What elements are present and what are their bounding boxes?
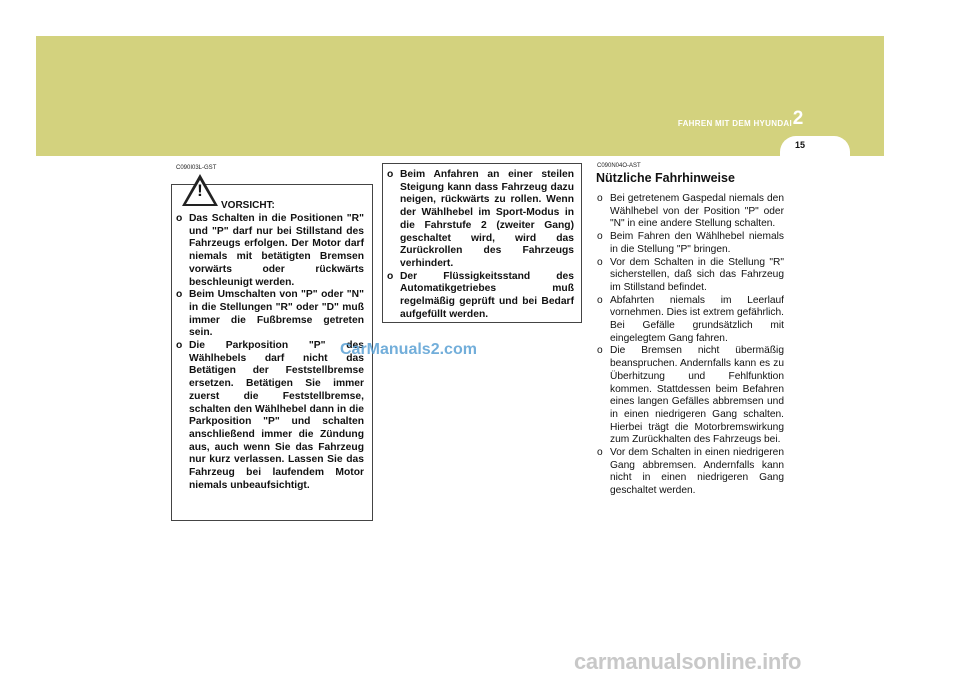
tip-item-text: Abfahrten niemals im Leerlauf vornehmen. Dies ist extrem gefährlich. Bei Gefälle grundsätzlich mit eingelegtem Gang fahren. <box>610 294 784 344</box>
bullet: o <box>597 256 603 268</box>
page-number: 15 <box>794 140 805 150</box>
bullet: o <box>597 231 603 243</box>
left-ref-code: C090I03L-GST <box>176 165 217 171</box>
caution-list <box>176 213 364 492</box>
tip-item <box>597 231 784 256</box>
tip-item <box>597 257 784 295</box>
bullet: o <box>176 289 183 301</box>
exclamation-icon: ! <box>197 181 203 200</box>
bullet: o <box>176 340 183 352</box>
bullet: o <box>597 294 603 306</box>
bullet: o <box>597 193 603 204</box>
caution-item <box>176 289 364 340</box>
caution-item-text: Beim Anfahren an einer steilen Steigung kann dass Fahrzeug dazu neigen, rückwärts zu rollen. Wenn der Wählhebel im Sport-Modus in die Fahrstufe 2 (zweiter Gang) geschaltet wird, wird das Zurückrollen des Fahrzeugs verhindert. <box>400 169 574 269</box>
tips-list <box>597 193 784 498</box>
watermark-carmanuals2[interactable]: CarManuals2.com <box>340 341 477 358</box>
right-ref-code: C090N04O-AST <box>597 163 641 169</box>
caution-item <box>387 169 574 271</box>
bullet: o <box>597 447 603 459</box>
watermark-carmanualsonline[interactable]: carmanualsonline.info <box>574 649 802 674</box>
tip-item-text: Vor dem Schalten in die Stellung "R" sicherstellen, daß sich das Fahrzeug im Stillstand befindet. <box>610 256 784 293</box>
caution-title: VORSICHT: <box>221 200 275 211</box>
bullet: o <box>387 270 394 282</box>
tip-item-text: Vor dem Schalten in einen niedrigeren Gang abbremsen. Andernfalls kann nicht in einen niedrigeren Gang geschaltet werden. <box>610 447 784 497</box>
bullet: o <box>387 169 394 180</box>
bullet: o <box>597 345 603 357</box>
tip-item-text: Bei getretenem Gaspedal niemals den Wählhebel von der Position "P" oder "N" in eine andere Stellung schalten. <box>610 193 784 230</box>
caution-item-text: Beim Umschalten von "P" oder "N" in die Stellungen "R" oder "D" muß immer die Fußbremse getreten sein. <box>189 289 364 339</box>
section-heading: Nützliche Fahrhinweise <box>596 171 735 185</box>
caution-item-text: Das Schalten in die Positionen "R" und "P" darf nur bei Stillstand des Fahrzeugs erfolgen. Der Motor darf niemals mit betätigten Bremsen vorwärts oder rückwärts beschleunigt werden. <box>189 213 364 288</box>
caution-list-continued <box>387 169 574 321</box>
chapter-number: 2 <box>792 108 804 129</box>
tip-item <box>597 295 784 346</box>
tip-item-text: Die Bremsen nicht übermäßig beanspruchen. Andernfalls kann es zu Überhitzung und Fehlfunktion kommen. Stattdessen beim Befahren eines langen Gefälles abbremsen und in einen niedrigeren Gang schalten. Hierbei trägt die Motorbremswirkung zum Zurückhalten des Fahrzeugs bei. <box>610 345 784 446</box>
caution-item <box>176 213 364 289</box>
tip-item <box>597 193 784 231</box>
tip-item-text: Beim Fahren den Wählhebel niemals in die Stellung "P" bringen. <box>610 231 784 255</box>
caution-item-text: Der Flüssigkeitsstand des Automatikgetriebes muß regelmäßig geprüft und bei Bedarf aufgefüllt werden. <box>400 270 574 320</box>
caution-item-text: Die Parkposition "P" des Wählhebels darf nicht das Betätigen der Feststellbremse ersetzen. Betätigen Sie immer zuerst die Feststellbremse, schalten den Wählhebel dann in die Parkposition "P" und schalten anschließend immer die Zündung aus, auch wenn Sie das Fahrzeug nur kurz verlassen. Lassen Sie das Fahrzeug bei laufendem Motor niemals unbeaufsichtigt. <box>189 340 364 491</box>
chapter-title: FAHREN MIT DEM HYUNDAI <box>677 119 792 128</box>
header-band <box>36 36 884 156</box>
tip-item <box>597 447 784 498</box>
caution-item <box>176 340 364 492</box>
caution-item <box>387 271 574 322</box>
tip-item <box>597 345 784 447</box>
bullet: o <box>176 213 183 224</box>
